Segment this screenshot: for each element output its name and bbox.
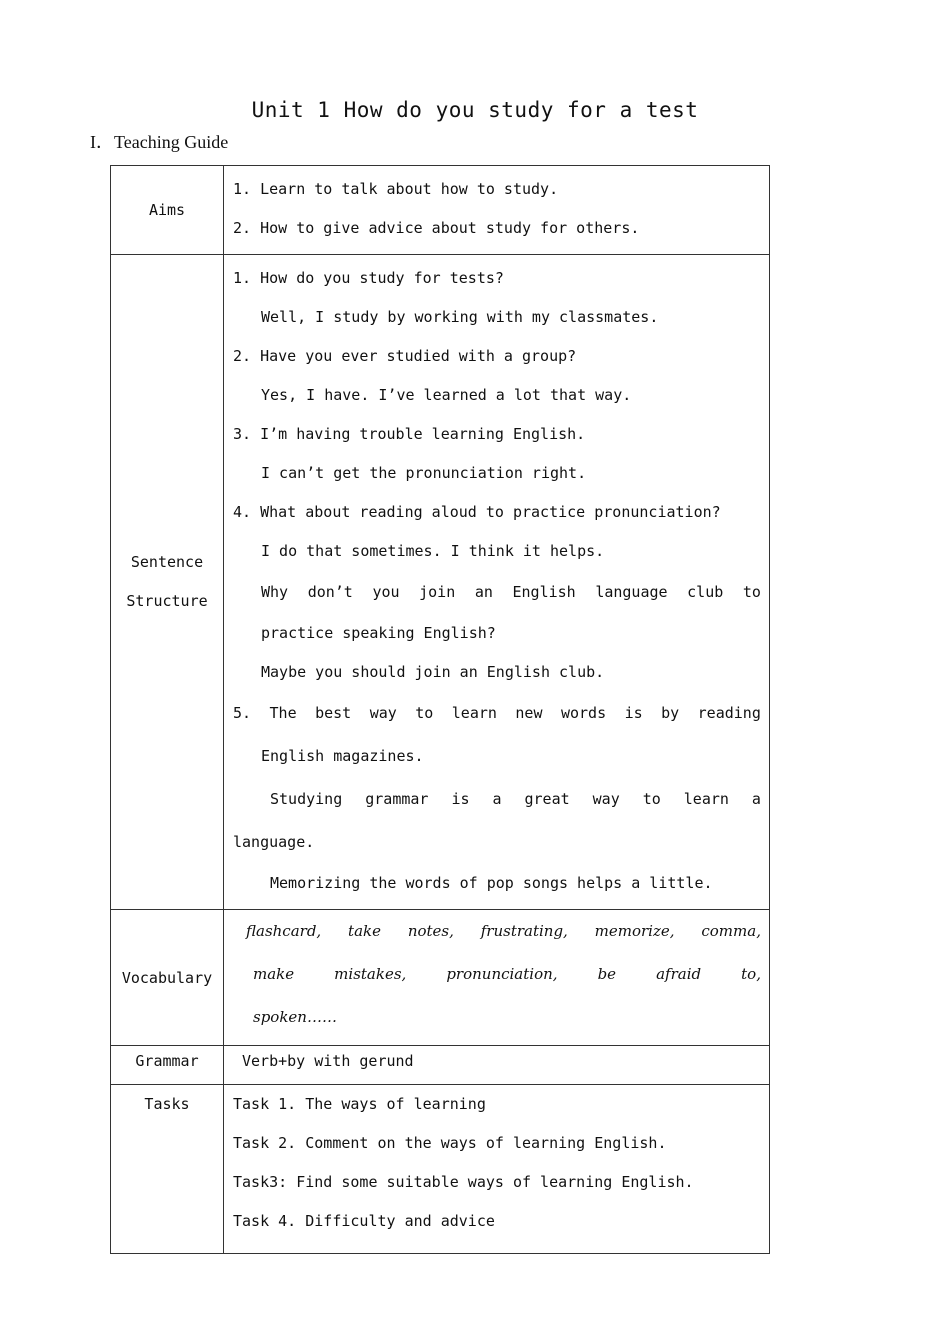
word: way xyxy=(369,704,397,722)
sentence-structure-label-2: Structure xyxy=(126,592,208,610)
sentence-line-justified xyxy=(233,692,761,735)
word: memorize, xyxy=(594,922,675,940)
sentence-line: 2. Have you ever studied with a group? xyxy=(233,347,577,365)
word: comma, xyxy=(701,922,761,940)
word: new xyxy=(515,704,543,722)
sentence-line: 4. What about reading aloud to practice pronunciation? xyxy=(233,503,721,521)
vocabulary-line-3: spoken…… xyxy=(253,1008,337,1026)
grammar-label: Grammar xyxy=(135,1052,199,1070)
word: to xyxy=(742,583,761,601)
word: learn xyxy=(683,790,729,808)
sentence-structure-label-cell xyxy=(111,255,224,910)
sentence-line-justified xyxy=(233,571,761,614)
grammar-row xyxy=(111,1046,770,1085)
word: take xyxy=(348,922,381,940)
vocabulary-line-1 xyxy=(233,910,761,953)
aims-label: Aims xyxy=(148,201,186,219)
sentence-line-justified xyxy=(233,778,761,821)
tasks-content-cell xyxy=(224,1085,770,1254)
word: to xyxy=(642,790,661,808)
sentence-structure-row xyxy=(111,255,770,910)
word: reading xyxy=(697,704,761,722)
word: don’t xyxy=(307,583,353,601)
word: learn xyxy=(451,704,497,722)
word: English xyxy=(512,583,576,601)
word: afraid xyxy=(656,965,702,983)
sentence-structure-content-cell xyxy=(224,255,770,910)
task-item: Task3: Find some suitable ways of learning English. xyxy=(233,1173,694,1191)
word: join xyxy=(419,583,456,601)
task-item: Task 2. Comment on the ways of learning English. xyxy=(233,1134,667,1152)
aims-row xyxy=(111,166,770,255)
word: be xyxy=(597,965,617,983)
word: The xyxy=(269,704,297,722)
tasks-label: Tasks xyxy=(144,1095,190,1113)
sentence-line: I do that sometimes. I think it helps. xyxy=(261,542,605,560)
word: language xyxy=(595,583,668,601)
word: frustrating, xyxy=(480,922,568,940)
word: Why xyxy=(261,583,289,601)
aims-label-cell xyxy=(111,166,224,255)
grammar-content-cell xyxy=(224,1046,770,1085)
section-heading: I．Teaching Guide xyxy=(90,132,229,152)
vocabulary-label: Vocabulary xyxy=(121,968,213,987)
word: to, xyxy=(741,965,761,983)
sentence-line: Yes, I have. I’ve learned a lot that way. xyxy=(261,386,632,404)
grammar-value: Verb+by with gerund xyxy=(242,1052,414,1070)
aims-line-1: 1. Learn to talk about how to study. xyxy=(233,180,559,198)
word: by xyxy=(661,704,680,722)
word: words xyxy=(560,704,607,722)
tasks-row xyxy=(111,1085,770,1254)
word: mistakes, xyxy=(334,965,407,983)
sentence-line: I can’t get the pronunciation right. xyxy=(261,464,587,482)
aims-content-cell xyxy=(224,166,770,255)
word: way xyxy=(592,790,620,808)
grammar-label-cell xyxy=(111,1046,224,1085)
word: best xyxy=(315,704,352,722)
word: club xyxy=(687,583,724,601)
word: a xyxy=(751,790,761,808)
aims-line-2: 2. How to give advice about study for others. xyxy=(233,219,640,237)
vocabulary-line-2 xyxy=(233,953,761,996)
word: to xyxy=(415,704,434,722)
vocabulary-content-cell xyxy=(224,910,770,1046)
word: is xyxy=(451,790,470,808)
word: is xyxy=(624,704,643,722)
word: pronunciation, xyxy=(446,965,558,983)
tasks-label-cell xyxy=(111,1085,224,1254)
word: Studying xyxy=(270,790,343,808)
sentence-structure-label-1: Sentence xyxy=(130,553,204,571)
task-item: Task 1. The ways of learning xyxy=(233,1095,486,1113)
teaching-guide-table xyxy=(110,165,770,1254)
word: flashcard, xyxy=(246,922,322,940)
vocabulary-label-cell xyxy=(111,910,224,1046)
sentence-line: Maybe you should join an English club. xyxy=(261,663,605,681)
sentence-line: language. xyxy=(233,833,315,851)
vocabulary-row xyxy=(111,910,770,1046)
sentence-line: 1. How do you study for tests? xyxy=(233,269,504,287)
word: grammar xyxy=(365,790,429,808)
word: a xyxy=(492,790,502,808)
word: you xyxy=(372,583,400,601)
word: an xyxy=(474,583,493,601)
sentence-line: practice speaking English? xyxy=(261,624,496,642)
sentence-line: 3. I’m having trouble learning English. xyxy=(233,425,586,443)
word: great xyxy=(524,790,570,808)
sentence-line: Memorizing the words of pop songs helps a little. xyxy=(270,874,713,892)
word: 5. xyxy=(233,704,252,722)
page-title: Unit 1 How do you study for a test xyxy=(251,98,699,122)
sentence-line: Well, I study by working with my classmates. xyxy=(261,308,659,326)
word: notes, xyxy=(407,922,454,940)
sentence-line: English magazines. xyxy=(261,747,424,765)
task-item: Task 4. Difficulty and advice xyxy=(233,1212,495,1230)
word: make xyxy=(253,965,295,983)
